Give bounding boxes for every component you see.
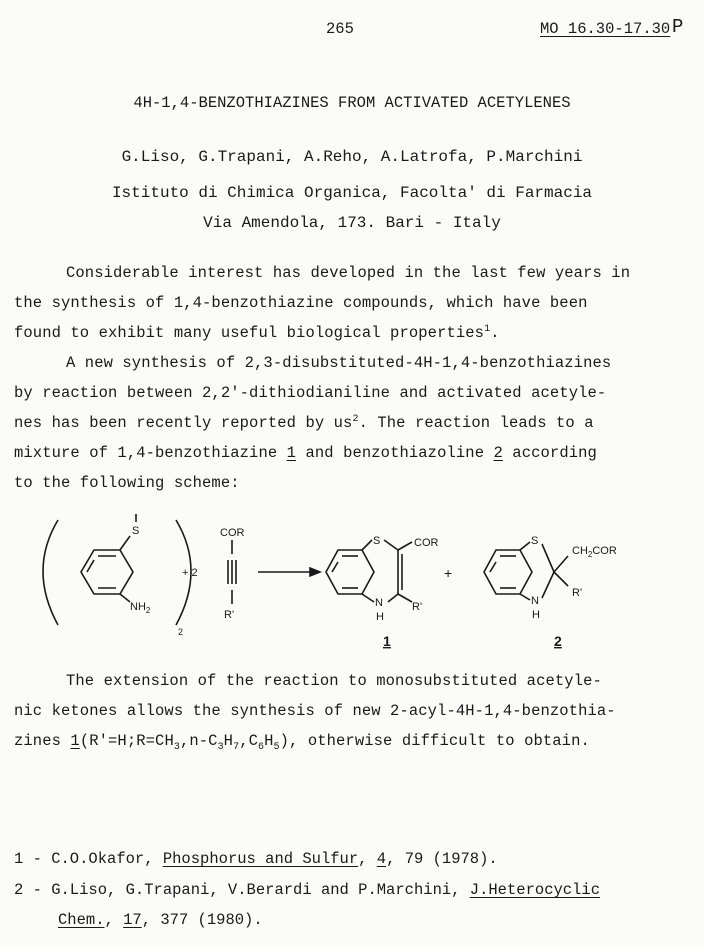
page-number: 265 xyxy=(326,20,354,38)
text-line: to the following scheme: xyxy=(14,474,240,492)
session-time: MO 16.30-17.30 xyxy=(540,20,671,38)
journal-name: Chem. xyxy=(58,911,105,929)
volume-number: 4 xyxy=(376,850,387,868)
compound-ref-1: 1 xyxy=(286,444,297,462)
author-list: G.Liso, G.Trapani, A.Reho, A.Latrofa, P.Marchini xyxy=(121,148,583,166)
reference-marker: 1 xyxy=(484,324,491,335)
stoichiometry: + 2 xyxy=(182,567,198,579)
plus-sign: + xyxy=(444,565,453,581)
dimer-subscript: 2 xyxy=(178,627,184,637)
atom-n-product-2: N xyxy=(531,595,539,607)
affiliation-line-2: Via Amendola, 173. Bari - Italy xyxy=(203,214,501,232)
compound-ref-2: 2 xyxy=(493,444,503,462)
journal-name: J.Heterocyclic xyxy=(469,881,601,899)
text-line: nes has been recently reported by $us^2$. The reaction leads to a xyxy=(14,414,594,433)
journal-name: Phosphorus and Sulfur xyxy=(162,850,359,868)
text-line: zines $1(R'=H;R=CH_3,n-C_3H_7,C_6H_5)$, otherwise difficult to obtain. xyxy=(14,732,590,754)
reference-marker: 2 xyxy=(352,414,359,425)
acylmethyl-group: $CH_2COR$ xyxy=(572,545,617,559)
acyl-product-1: COR xyxy=(414,537,439,549)
atom-s-product-2: S xyxy=(531,535,539,547)
footnote-1: 1 - C.O.Okafor, Phosphorus and Sulfur, 4, 79 (1978). xyxy=(14,850,498,868)
text-line: nic ketones allows the synthesis of new 2-acyl-4H-1,4-benzothia- xyxy=(14,702,616,720)
atom-s-reactant: S xyxy=(132,525,140,537)
footnote-2: 2 - G.Liso, G.Trapani, V.Berardi and P.Marchini, J.Heterocyclic xyxy=(14,881,601,899)
compound-ref-1: 1 xyxy=(70,732,80,750)
acyl-group: COR xyxy=(220,527,245,539)
session-letter: P xyxy=(672,16,684,38)
atom-n-product-1: N xyxy=(375,597,383,609)
text-line: Considerable interest has developed in the last few years in xyxy=(66,264,631,282)
compound-label-1: 1 xyxy=(383,633,391,649)
atom-h-product-1: H xyxy=(376,611,384,623)
paper-title: 4H-1,4-BENZOTHIAZINES FROM ACTIVATED ACETYLENES xyxy=(133,94,571,112)
compound-label-2: 2 xyxy=(554,633,562,649)
text-line: The extension of the reaction to monosubstituted acetyle- xyxy=(66,672,602,690)
atom-h-product-2: H xyxy=(532,609,540,621)
text-line: A new synthesis of 2,3-disubstituted-4H-1,4-benzothiazines xyxy=(66,354,612,372)
r-prime-product-2: R' xyxy=(572,587,583,599)
amino-group: $NH_2$ xyxy=(130,601,151,615)
reaction-scheme xyxy=(28,510,678,660)
atom-s-product-1: S xyxy=(373,535,381,547)
r-prime-reactant: R' xyxy=(224,609,235,621)
text-line: found to exhibit many useful biological properties$^1$. xyxy=(14,324,500,343)
footnote-2-continued: Chem., 17, 377 (1980). xyxy=(58,911,263,929)
affiliation-line-1: Istituto di Chimica Organica, Facolta' di Farmacia xyxy=(111,184,593,202)
volume-number: 17 xyxy=(123,911,142,929)
text-line: the synthesis of 1,4-benzothiazine compounds, which have been xyxy=(14,294,588,312)
text-line: mixture of 1,4-benzothiazine 1 and benzothiazoline 2 according xyxy=(14,444,597,462)
text-line: by reaction between 2,2'-dithiodianiline and activated acetyle- xyxy=(14,384,607,402)
r-prime-product-1: R' xyxy=(412,601,423,613)
left-paren xyxy=(43,520,58,625)
